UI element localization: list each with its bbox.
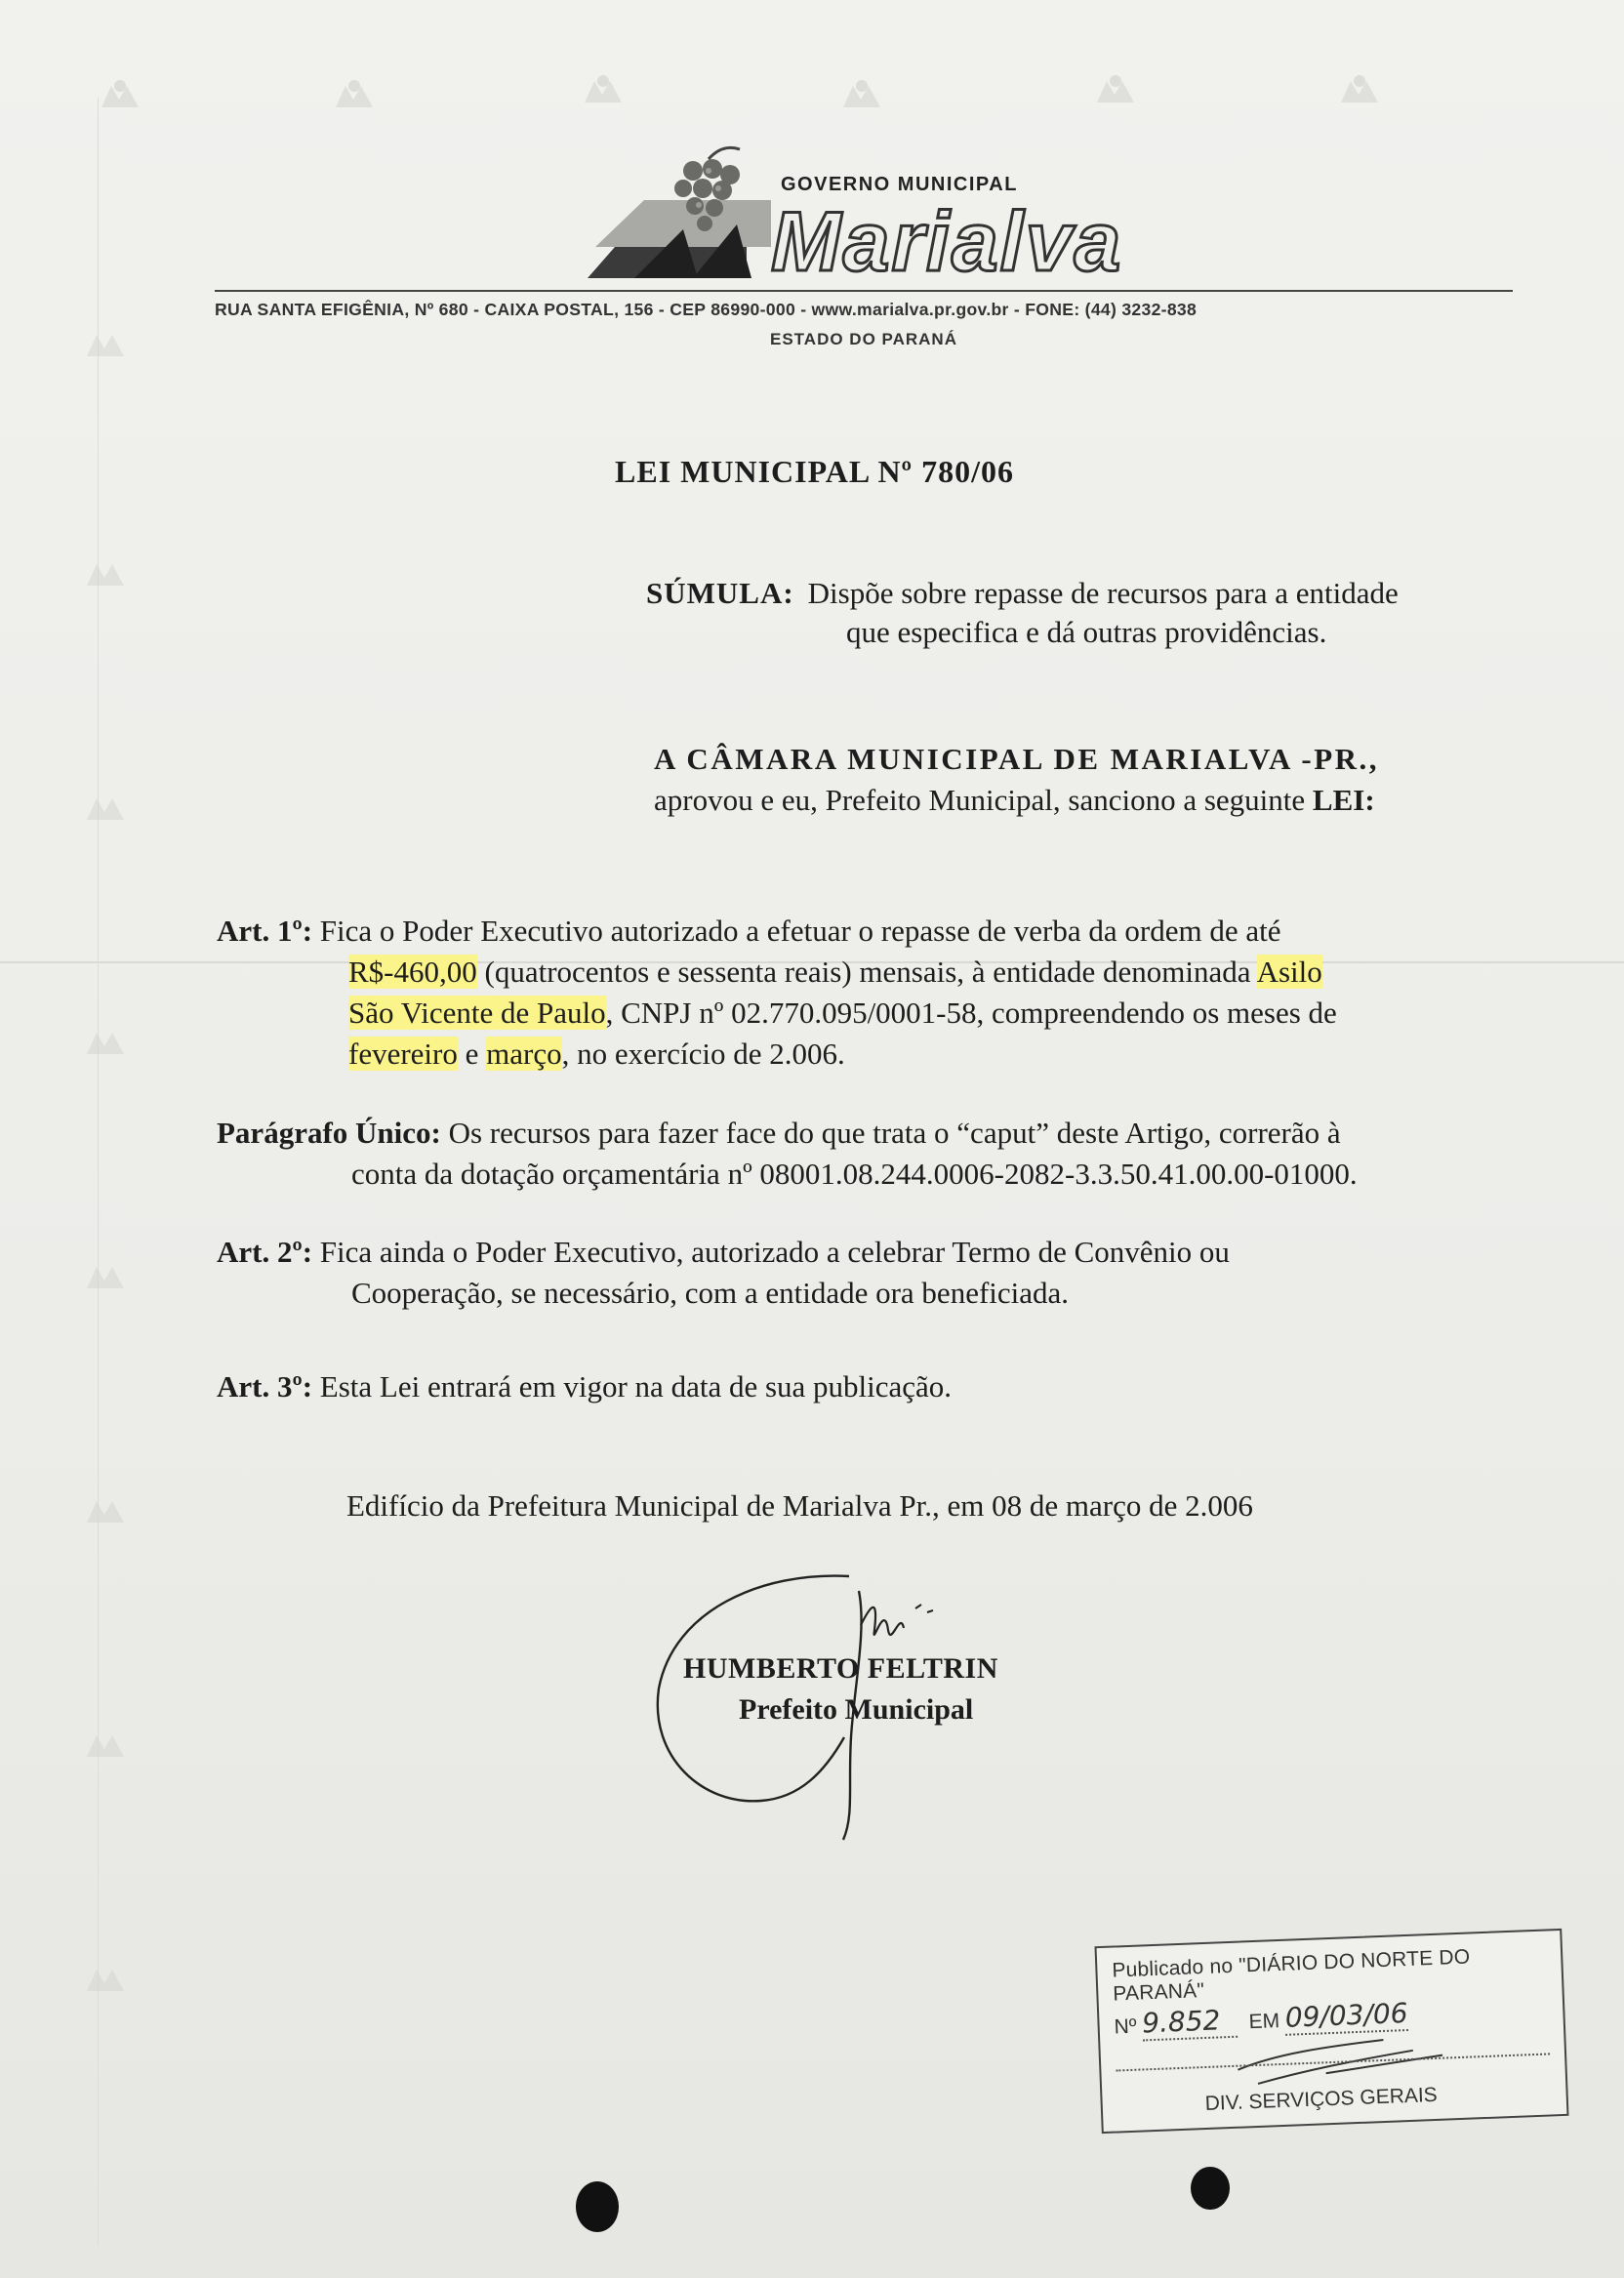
watermark-logo-icon bbox=[1093, 73, 1138, 106]
watermark-logo-icon bbox=[83, 1259, 128, 1292]
enactment-line-2: aprovou e eu, Prefeito Municipal, sanciono a seguinte bbox=[654, 783, 1313, 817]
highlight-entity-name: São Vicente de Paulo bbox=[348, 996, 606, 1030]
watermark-logo-icon bbox=[83, 1493, 128, 1526]
signatory-role: Prefeito Municipal bbox=[739, 1693, 974, 1726]
highlight-entity-start: Asilo bbox=[1256, 955, 1322, 989]
closing-line: Edifício da Prefeitura Municipal de Marialva Pr., em 08 de março de 2.006 bbox=[346, 1488, 1253, 1523]
article-1-line-4: , no exercício de 2.006. bbox=[561, 1037, 845, 1071]
watermark-logo-icon bbox=[83, 1728, 128, 1761]
address-line: RUA SANTA EFIGÊNIA, Nº 680 - CAIXA POSTAL, 156 - CEP 86990-000 - www.marialva.pr.gov.br - FONE: (44) 3232-838 bbox=[215, 300, 1198, 319]
punch-hole-mark bbox=[576, 2181, 619, 2232]
punch-hole-mark bbox=[1191, 2167, 1230, 2210]
highlight-amount: R$-460,00 bbox=[348, 955, 477, 989]
enactment-block bbox=[654, 739, 1379, 821]
article-1-label: Art. 1º: bbox=[217, 914, 313, 948]
watermark-logo-icon bbox=[83, 327, 128, 360]
watermark-logo-icon bbox=[83, 556, 128, 590]
article-2 bbox=[217, 1232, 1230, 1314]
brand-wordmark: Marialva bbox=[771, 195, 1123, 289]
article-2-line-2: Cooperação, se necessário, com a entidade ora beneficiada. bbox=[351, 1276, 1070, 1310]
article-1-line-2: (quatrocentos e sessenta reais) mensais, à entidade denominada bbox=[476, 955, 1257, 989]
article-1-conj: e bbox=[457, 1037, 487, 1071]
publication-stamp bbox=[1094, 1929, 1568, 2134]
law-title: LEI MUNICIPAL Nº 780/06 bbox=[615, 454, 1014, 489]
header-rule bbox=[215, 290, 1513, 292]
highlight-month-feb: fevereiro bbox=[348, 1037, 458, 1071]
gov-label: GOVERNO MUNICIPAL bbox=[781, 174, 1018, 195]
watermark-logo-icon bbox=[83, 791, 128, 824]
article-1 bbox=[217, 911, 1337, 1075]
article-3-label: Art. 3º: bbox=[217, 1369, 313, 1403]
enactment-line-1: A CÂMARA MUNICIPAL DE MARIALVA -PR., bbox=[654, 742, 1380, 776]
watermark-logo-icon bbox=[98, 78, 142, 111]
paragrafo-label: Parágrafo Único: bbox=[217, 1116, 441, 1150]
page-edge-line bbox=[98, 98, 99, 2245]
paragrafo-unico bbox=[217, 1113, 1358, 1195]
sumula-block bbox=[646, 574, 1399, 652]
highlight-month-mar: março bbox=[486, 1037, 562, 1071]
state-line: ESTADO DO PARANÁ bbox=[770, 330, 957, 348]
article-3 bbox=[217, 1366, 952, 1407]
sumula-line-1: Dispõe sobre repasse de recursos para a entidade bbox=[807, 576, 1399, 610]
watermark-logo-icon bbox=[83, 1962, 128, 1995]
enactment-lei-label: LEI: bbox=[1312, 783, 1375, 817]
watermark-logo-icon bbox=[1337, 73, 1382, 106]
article-1-line-3: , CNPJ nº 02.770.095/0001-58, compreendendo os meses de bbox=[605, 996, 1337, 1030]
sumula-line-2: que especifica e dá outras providências. bbox=[846, 615, 1327, 649]
article-3-line-1: Esta Lei entrará em vigor na data de sua publicação. bbox=[312, 1369, 953, 1403]
stamp-date-label: EM bbox=[1248, 2010, 1280, 2034]
sumula-label: SÚMULA: bbox=[646, 576, 794, 610]
stamp-date-value: 09/03/06 bbox=[1284, 1997, 1409, 2034]
watermark-logo-icon bbox=[839, 78, 884, 111]
stamp-publication-line: Publicado no "DIÁRIO DO NORTE DO PARANÁ" bbox=[1112, 1945, 1471, 2006]
stamp-number-value: 9.852 bbox=[1141, 2004, 1221, 2040]
watermark-logo-icon bbox=[332, 78, 377, 111]
paragrafo-line-1: Os recursos para fazer face do que trata o “caput” deste Artigo, correrão à bbox=[440, 1116, 1341, 1150]
article-2-label: Art. 2º: bbox=[217, 1235, 313, 1269]
paragrafo-line-2: conta da dotação orçamentária nº 08001.08.244.0006-2082-3.3.50.41.00.00-01000. bbox=[351, 1157, 1358, 1191]
article-2-line-1: Fica ainda o Poder Executivo, autorizado a celebrar Termo de Convênio ou bbox=[312, 1235, 1230, 1269]
signatory-name: HUMBERTO FELTRIN bbox=[683, 1652, 998, 1685]
watermark-logo-icon bbox=[581, 73, 626, 106]
watermark-logo-icon bbox=[83, 1025, 128, 1058]
stamp-department: DIV. SERVIÇOS GERAIS bbox=[1204, 2083, 1439, 2116]
article-1-line-1: Fica o Poder Executivo autorizado a efetuar o repasse de verba da ordem de até bbox=[319, 914, 1281, 948]
stamp-number-label: Nº bbox=[1114, 2014, 1137, 2039]
